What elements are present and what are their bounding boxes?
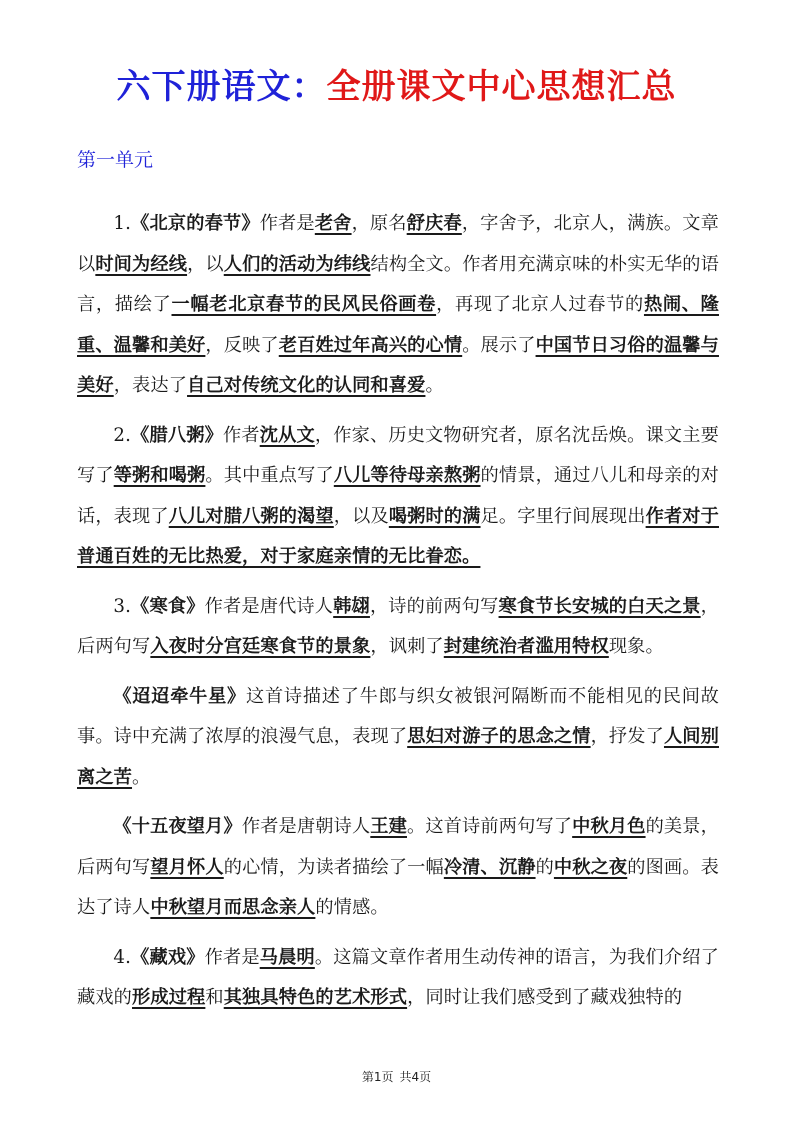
text-run: 作者是唐朝诗人 (241, 816, 371, 837)
text-run: 的图画。表达了诗人 (77, 856, 719, 918)
text-run: 作者是 (259, 213, 315, 234)
text-run: ，以 (187, 253, 224, 275)
section-heading: 第一单元 (77, 149, 154, 171)
highlighted-keyword: 望月怀人 (150, 856, 224, 878)
highlighted-keyword: 中秋之夜 (553, 856, 628, 878)
highlighted-keyword: 冷清、沉静 (443, 856, 536, 878)
text-run: 和 (205, 987, 224, 1008)
paragraph-p1 (77, 204, 719, 407)
text-run: 结构全文。作者用充满京味的朴实无华的语言，描绘了 (77, 253, 719, 315)
text-run: 。 (425, 375, 444, 396)
page-number: 第1页 (361, 1070, 394, 1084)
highlighted-keyword: 韩翃 (333, 595, 370, 617)
lesson-title: 《北京的春节》 (131, 213, 260, 234)
highlighted-keyword: 八儿等待母亲熬粥 (333, 465, 481, 486)
highlighted-keyword: 形成过程 (132, 987, 206, 1008)
text-run: 的心情，为读者描绘了一幅 (223, 856, 444, 878)
lesson-title: 《腊八粥》 (131, 424, 223, 446)
highlighted-keyword: 中国节日习俗的温馨与美好 (77, 334, 719, 396)
highlighted-keyword: 封建统治者滥用特权 (443, 636, 609, 657)
text-run: ，后两句写 (77, 595, 719, 657)
highlighted-keyword: 人们的活动为纬线 (223, 253, 371, 275)
highlighted-keyword: 寒食节长安城的白天之景 (498, 595, 701, 617)
highlighted-keyword: 一幅老北京春节的民风民俗画卷 (171, 294, 437, 315)
text-run: 。这篇文章作者用生动传神的语言，为我们介绍了藏戏的 (77, 946, 719, 1008)
text-run: 作者 (222, 424, 260, 446)
highlighted-keyword: 老百姓过年高兴的心情 (278, 334, 463, 356)
text-run: 。 (132, 766, 151, 788)
highlighted-keyword: 喝粥时的满 (388, 505, 481, 527)
paragraph-p4 (77, 677, 719, 799)
text-run: ，字舍予，北京人，满族。文章以 (77, 213, 719, 275)
highlighted-keyword: 等粥和喝粥 (113, 465, 206, 486)
text-run: ，以及 (333, 505, 389, 527)
highlighted-keyword: 其独具特色的艺术形式 (223, 987, 408, 1008)
text-run: ，表达了 (113, 375, 188, 396)
text-run: 作者是 (204, 946, 260, 968)
text-run: 的情景，通过八儿和母亲的对话，表现了 (77, 465, 719, 527)
text-run: 。其中重点写了 (205, 465, 334, 486)
text-run: 作者是唐代诗人 (204, 595, 334, 617)
highlighted-keyword: 自己对传统文化的认同和喜爱 (187, 375, 426, 396)
text-run: ，抒发了 (590, 726, 664, 747)
paragraph-p2 (77, 416, 719, 578)
highlighted-keyword: 八儿对腊八粥的渴望 (168, 505, 334, 527)
text-run: 3. (113, 595, 132, 617)
highlighted-keyword: 中秋望月而思念亲人 (150, 897, 316, 918)
highlighted-keyword: 马晨明 (259, 946, 315, 968)
highlighted-keyword: 中秋月色 (572, 816, 646, 837)
text-run: 的美景，后两句写 (77, 816, 719, 878)
text-run: ，讽刺了 (370, 636, 444, 657)
highlighted-keyword: 舒庆春 (406, 213, 462, 234)
highlighted-keyword: 入夜时分宫廷寒食节的景象 (150, 636, 371, 657)
document-body (77, 204, 719, 1028)
paragraph-p5 (77, 807, 719, 929)
document-title (0, 62, 793, 112)
lesson-title: 《寒食》 (131, 595, 205, 617)
text-run: 1. (113, 213, 132, 234)
text-run: 现象。 (608, 636, 664, 657)
title-part-red: 全册课文中心思想汇总 (326, 67, 677, 107)
lesson-title: 《十五夜望月》 (113, 816, 242, 837)
title-part-blue: 六下册语文： (116, 67, 327, 107)
highlighted-keyword: 沈从文 (259, 424, 315, 446)
text-run: ，原名 (351, 213, 407, 234)
text-run: 2. (113, 424, 132, 446)
highlighted-keyword: 时间为经线 (95, 253, 188, 275)
text-run: ，诗的前两句写 (369, 595, 499, 617)
text-run: ，同时让我们感受到了藏戏独特的 (407, 987, 683, 1008)
text-run: 。展示了 (462, 334, 536, 356)
text-run: ，再现了北京人过春节的 (436, 294, 644, 315)
text-run: ，反映了 (205, 334, 279, 356)
text-run: ，作家、历史文物研究者，原名沈岳焕。课文主要写了 (77, 424, 719, 486)
page-footer (0, 1068, 793, 1085)
text-run: 的情感。 (315, 897, 389, 918)
highlighted-keyword: 思妇对游子的思念之情 (407, 726, 591, 747)
lesson-title: 《藏戏》 (131, 946, 205, 968)
lesson-title: 《迢迢牵牛星》 (113, 685, 246, 707)
text-run: 这首诗描述了牛郎与织女被银河隔断而不能相见的民间故事。诗中充满了浓厚的浪漫气息，表现了 (77, 685, 719, 747)
text-run: 4. (113, 946, 132, 968)
text-run: 足。字里行间展现出 (480, 505, 646, 527)
highlighted-keyword: 人间别离之苦 (77, 726, 719, 788)
highlighted-keyword: 王建 (370, 816, 407, 837)
highlighted-keyword: 热闹、隆重、温馨和美好 (77, 294, 719, 356)
text-run: 。这首诗前两句写了 (407, 816, 573, 837)
paragraph-p3 (77, 587, 719, 668)
paragraph-p6 (77, 938, 719, 1019)
page-total: 共4页 (399, 1070, 432, 1084)
text-run: 的 (535, 856, 554, 878)
highlighted-keyword: 老舍 (314, 213, 352, 234)
highlighted-keyword: 作者对于普通百姓的无比热爱，对于家庭亲情的无比眷恋。 (77, 505, 719, 567)
